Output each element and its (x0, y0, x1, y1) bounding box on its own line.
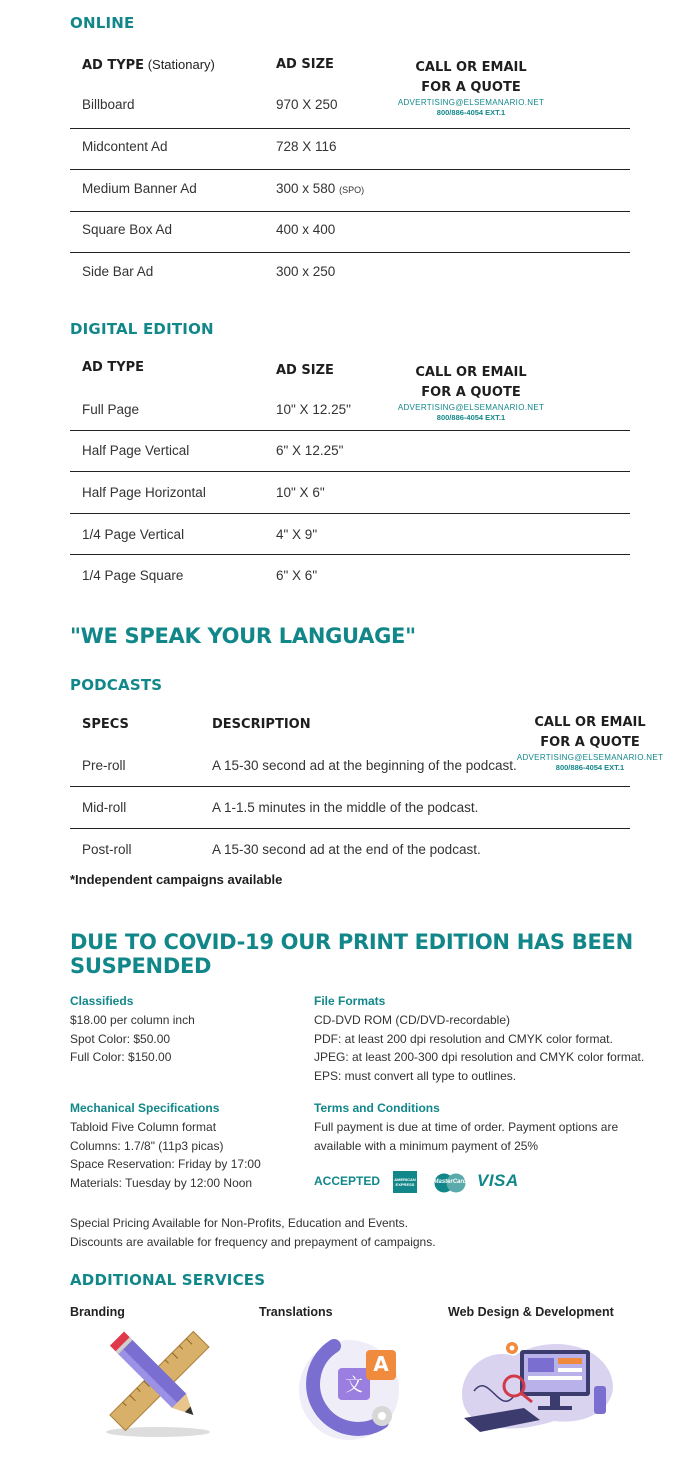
service-web-design-label: Web Design & Development (448, 1305, 614, 1319)
terms-text: Full payment is due at time of order. Payment options are available with a minimum payment of 25% (314, 1120, 619, 1153)
quote-line1: CALL OR EMAIL (415, 365, 527, 380)
accepted-label: ACCEPTED (314, 1174, 381, 1188)
service-translations-label: Translations (259, 1305, 333, 1319)
mechanical-text: Tabloid Five Column format Columns: 1.7/8" (11p3 picas) Space Reservation: Friday by 17:00 Materials: Tuesday by 12:00 Noon (70, 1120, 261, 1190)
online-col-adsize-header: AD SIZE (276, 57, 334, 72)
classifieds-text: $18.00 per column inch Spot Color: $50.00 Full Color: $150.00 (70, 1013, 195, 1064)
quote-phone[interactable]: 800/886-4054 EXT.1 (555, 763, 625, 772)
covid-heading: DUE TO COVID-19 OUR PRINT EDITION HAS BEEN SUSPENDED (70, 930, 633, 978)
online-row-type: Square Box Ad (82, 222, 173, 237)
digital-col-adsize-header: AD SIZE (276, 363, 334, 378)
divider (70, 128, 630, 129)
online-quote-box (392, 58, 550, 118)
language-heading: "WE SPEAK YOUR LANGUAGE" (70, 624, 416, 648)
divider (70, 252, 630, 253)
podcast-row-desc: A 15-30 second ad at the beginning of the podcast. (212, 758, 517, 773)
digital-row-size: 4" X 9" (276, 527, 318, 542)
podcasts-col-description-header: DESCRIPTION (212, 717, 311, 732)
podcasts-footnote: *Independent campaigns available (70, 872, 283, 887)
digital-row-size: 10" X 12.25" (276, 402, 351, 417)
podcast-row-desc: A 1-1.5 minutes in the middle of the podcast. (212, 800, 479, 815)
quote-phone[interactable]: 800/886-4054 EXT.1 (436, 413, 506, 422)
visa-icon: VISA (477, 1171, 519, 1190)
additional-services-title: ADDITIONAL SERVICES (70, 1271, 266, 1289)
quote-line2: FOR A QUOTE (421, 385, 521, 400)
digital-col-adtype-header: AD TYPE (82, 360, 145, 375)
online-row-type: Midcontent Ad (82, 139, 168, 154)
divider (70, 211, 630, 212)
divider (70, 169, 630, 170)
online-row-type: Medium Banner Ad (82, 181, 197, 196)
quote-email[interactable]: ADVERTISING@ELSEMANARIO.NET (397, 403, 545, 412)
branding-ruler-pencil-icon (96, 1326, 220, 1440)
mastercard-icon: MasterCard (433, 1173, 467, 1193)
terms-title: Terms and Conditions (314, 1101, 440, 1115)
podcasts-section-title: PODCASTS (70, 676, 163, 694)
divider (70, 554, 630, 555)
web-design-computer-icon (454, 1336, 620, 1436)
digital-row-size: 6" X 6" (276, 568, 318, 583)
podcasts-quote-box (512, 713, 668, 773)
online-row-size: 970 X 250 (276, 97, 338, 112)
quote-line1: CALL OR EMAIL (534, 715, 646, 730)
amex-icon: AMERICAN EXPRESS (393, 1171, 417, 1193)
digital-row-type: 1/4 Page Square (82, 568, 184, 583)
digital-quote-box (392, 363, 550, 423)
divider (70, 786, 630, 787)
online-row-size: 400 x 400 (276, 222, 336, 237)
digital-row-type: Full Page (82, 402, 140, 417)
quote-line2: FOR A QUOTE (540, 735, 640, 750)
svg-text:文: 文 (345, 1375, 363, 1396)
podcast-row-spec: Pre-roll (82, 758, 126, 773)
divider (70, 828, 630, 829)
translations-icon (294, 1334, 404, 1440)
quote-email[interactable]: ADVERTISING@ELSEMANARIO.NET (516, 753, 664, 762)
digital-row-type: Half Page Vertical (82, 443, 190, 458)
digital-row-type: Half Page Horizontal (82, 485, 206, 500)
file-formats-text: CD-DVD ROM (CD/DVD-recordable) PDF: at least 200 dpi resolution and CMYK color format. JPEG: at least 200-300 dpi resolution and CMYK color format. EPS: must convert all type to outlines. (314, 1013, 645, 1083)
digital-row-size: 10" X 6" (276, 485, 325, 500)
digital-row-size: 6" X 12.25" (276, 443, 344, 458)
online-section-title: ONLINE (70, 14, 135, 32)
divider (70, 430, 630, 431)
podcast-row-desc: A 15-30 second ad at the end of the podcast. (212, 842, 481, 857)
digital-row-type: 1/4 Page Vertical (82, 527, 185, 542)
online-row-size: 728 X 116 (276, 139, 337, 154)
online-row-type: Side Bar Ad (82, 264, 154, 279)
quote-email[interactable]: ADVERTISING@ELSEMANARIO.NET (397, 98, 545, 107)
online-row-type: Billboard (82, 97, 135, 112)
quote-line1: CALL OR EMAIL (415, 60, 527, 75)
mechanical-title: Mechanical Specifications (70, 1101, 220, 1115)
online-row-size: 300 x 250 (276, 264, 336, 279)
translation-letter: A (373, 1352, 389, 1376)
online-row-size: 300 x 580 (SPO) (276, 181, 365, 196)
divider (70, 513, 630, 514)
service-branding-label: Branding (70, 1305, 125, 1319)
digital-section-title: DIGITAL EDITION (70, 320, 214, 338)
quote-phone[interactable]: 800/886-4054 EXT.1 (436, 108, 506, 117)
podcast-row-spec: Mid-roll (82, 800, 127, 815)
classifieds-title: Classifieds (70, 994, 134, 1008)
special-pricing-text: Special Pricing Available for Non-Profits, Education and Events. Discounts are available for frequency and prepayment of campaigns. (70, 1216, 436, 1249)
quote-line2: FOR A QUOTE (421, 80, 521, 95)
online-col-adtype-header: AD TYPE (Stationary) (82, 57, 215, 73)
divider (70, 471, 630, 472)
podcast-row-spec: Post-roll (82, 842, 132, 857)
podcasts-col-specs-header: SPECS (82, 717, 129, 732)
file-formats-title: File Formats (314, 994, 386, 1008)
